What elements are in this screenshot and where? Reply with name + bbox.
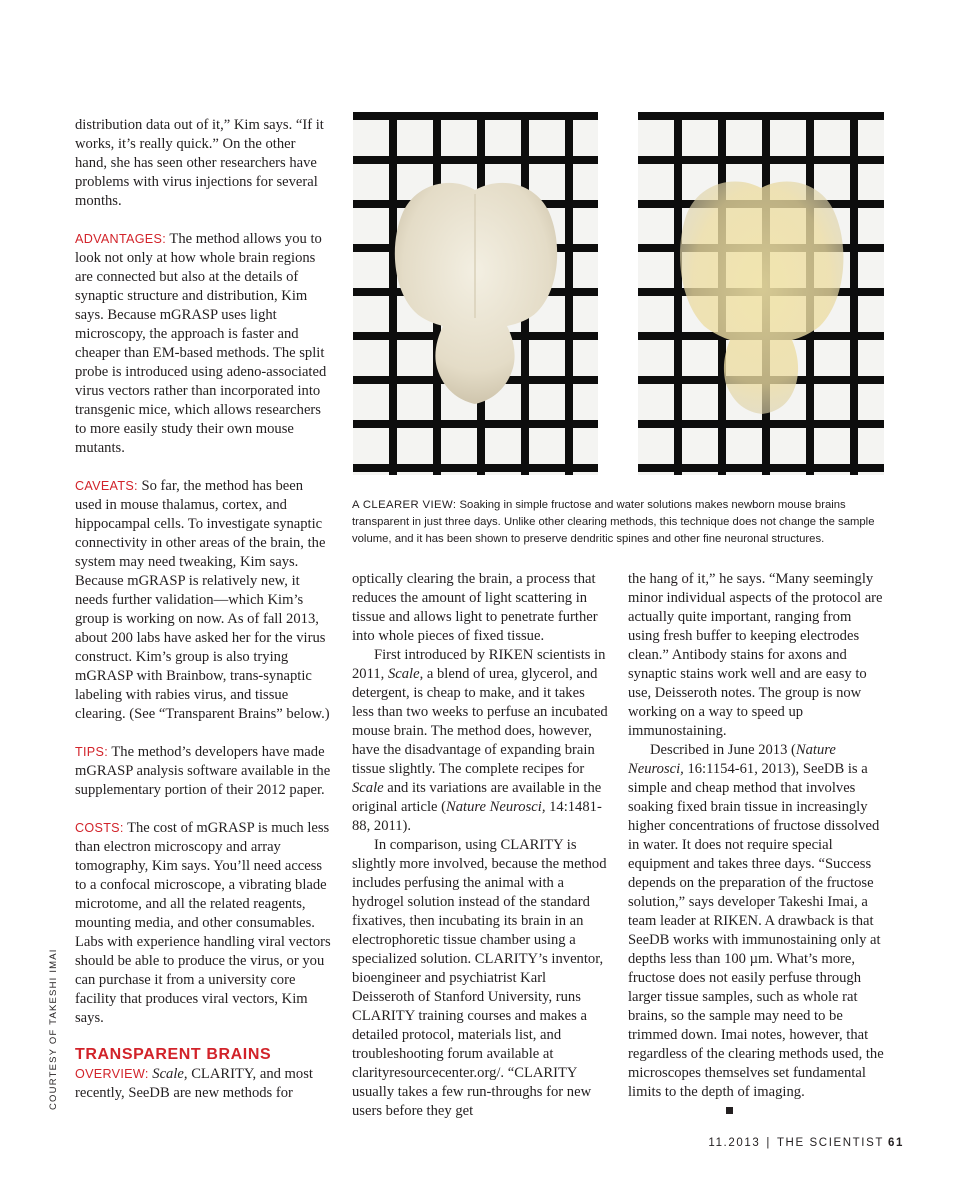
scale-text-b: , a blend of urea, glycerol, and detergent, is cheap to make, and it takes less than two weeks to perfuse an incubated mouse brain. The method does, however, have the disadvantage of expanding brain tissue slightly. The complete recipes for (352, 666, 608, 777)
caption-heading: A CLEARER VIEW: (352, 499, 457, 511)
overview-scale: Scale (152, 1066, 184, 1082)
photo-transparent-brain (638, 112, 884, 475)
magazine-name: THE SCIENTIST (776, 1137, 884, 1149)
caveats-text: So far, the method has been used in mouse thalamus, cortex, and hippocampal cells. To investigate synaptic connectivity in other areas of the brain, the system may need tweaking, Kim says. Because mGRASP is relatively new, it needs further validation—which Kim’s group is working on now. As of fall 2013, about 200 labs have asked her for the virus construct. Kim’s group is also trying mGRASP with Brainbow, trans-synaptic labeling with rabies virus, and tissue clearing. (See “Transparent Brains” below.) (75, 478, 330, 722)
advantages-heading: ADVANTAGES: (75, 232, 167, 246)
caption-text: Soaking in simple fructose and water solutions makes newborn mouse brains transparent in just three days. Unlike other clearing methods, this technique does not change the sample volume, and it has been shown to preserve dendritic spines and other fine neuronal structures. (352, 499, 875, 545)
scale-journal: Nature Neurosci, (446, 799, 546, 815)
photo-opaque-brain (353, 112, 598, 475)
paragraph-tips (75, 743, 331, 800)
costs-text: The cost of mGRASP is much less than electron microscopy and array tomography, Kim says. You’ll need access to a confocal microscope, a vibrating blade microtome, and all the related reagents, mounting media, and other consumables. Labs with experience handling viral vectors should be able to produce the virus, or you can purchase it from a university core facility that produces viral vectors, Kim says. (75, 820, 331, 1026)
overview-text: , CLARITY, and most recently, SeeDB are new methods for (75, 1066, 313, 1101)
advantages-text: The method allows you to look not only at how whole brain regions are connected but also at the details of synaptic structure and distribution, Kim says. Because mGRASP uses light microscopy, the approach is faster and cheaper than EM-based methods. The split probe is introduced using adeno-associated virus vectors rather than incorporated into transgenic mice, which allows researchers to more easily study their own mouse mutants. (75, 231, 327, 456)
page-number: 61 (888, 1137, 904, 1149)
caveats-heading: CAVEATS: (75, 479, 138, 493)
article-column-3 (628, 570, 886, 1121)
paragraph-caveats (75, 477, 331, 724)
scale-text-a: First introduced by RIKEN scientists in 2011, (352, 647, 606, 682)
overview-heading: OVERVIEW: (75, 1067, 149, 1081)
seedb-text-b: 16:1154-61, 2013), SeeDB is a simple and cheap method that involves soaking fixed brain tissue in increasingly higher concentrations of fructose dissolved in water. It does not require special equipment and takes three days. “Success depends on the preparation of the fructose solution,” says developer Takeshi Imai, a team leader at RIKEN. A drawback is that SeeDB works with immunostaining only at depths less than 100 µm. What’s more, fructose does not easily perfuse through larger tissue samples, such as whole rat brains, so the sample may need to be trimmed down. Imai notes, however, that regardless of the clearing methods used, the microscopes themselves set fundamental limits to the depth of imaging. (628, 761, 884, 1100)
article-column-2 (352, 570, 610, 1121)
article-column-1 (75, 116, 331, 1103)
paragraph-intro: distribution data out of it,” Kim says. “If it works, it’s really quick.” On the other hand, she has seen other researchers have problems with virus injections for several months. (75, 117, 324, 209)
seedb-text-a: Described in June 2013 ( (650, 742, 796, 758)
costs-heading: COSTS: (75, 821, 124, 835)
scale-text-c: and its variations are available in the original article ( (352, 780, 602, 815)
transparent-brain-illustration (638, 112, 884, 475)
seedb-journal: Nature Neurosci, (628, 742, 836, 777)
paragraph-advantages (75, 230, 331, 458)
tips-heading: TIPS: (75, 745, 108, 759)
end-of-article-mark (726, 1107, 733, 1114)
folio-separator: | (766, 1137, 771, 1149)
page-folio (708, 1137, 904, 1149)
paragraph-costs (75, 819, 331, 1028)
paragraph-scale (352, 646, 610, 836)
issue-date: 11.2013 (708, 1137, 761, 1149)
scale-name-2: Scale (352, 780, 384, 796)
photo-credit: COURTESY OF TAKESHI IMAI (48, 948, 59, 1110)
paragraph-clearing-intro: optically clearing the brain, a process that reduces the amount of light scattering in tissue and allows light to penetrate further into whole pieces of fixed tissue. (352, 571, 598, 644)
scale-text-d: 14:1481-88, 2011). (352, 799, 602, 834)
section-title: TRANSPARENT BRAINS (75, 1046, 272, 1063)
paragraph-overview (75, 1065, 331, 1103)
scale-name: Scale (387, 666, 420, 682)
paragraph-clarity-quote: the hang of it,” he says. “Many seemingly minor individual aspects of the protocol are actually quite important, ranging from using fresh buffer to keeping electrodes clean.” Antibody stains for axons and synaptic stains work well and are easy to use, Deisseroth notes. The group is now working on a way to speed up immunostaining. (628, 571, 883, 739)
tips-text: The method’s developers have made mGRASP analysis software available in the supplementary portion of their 2012 paper. (75, 744, 331, 798)
figure-caption (352, 497, 892, 548)
paragraph-seedb (628, 741, 886, 1121)
opaque-brain-illustration (353, 112, 598, 475)
paragraph-clarity: In comparison, using CLARITY is slightly more involved, because the method includes perfusing the animal with a hydrogel solution instead of the standard fixatives, then incubating its brain in an electrophoretic tissue chamber using a specialized solution. CLARITY’s inventor, bioengineer and psychiatrist Karl Deisseroth of Stanford University, runs CLARITY training courses and makes a detailed protocol, materials list, and troubleshooting forum available at clarityresourcecenter.org/. “CLARITY usually takes a few run-throughs for new users before they get (352, 837, 607, 1119)
